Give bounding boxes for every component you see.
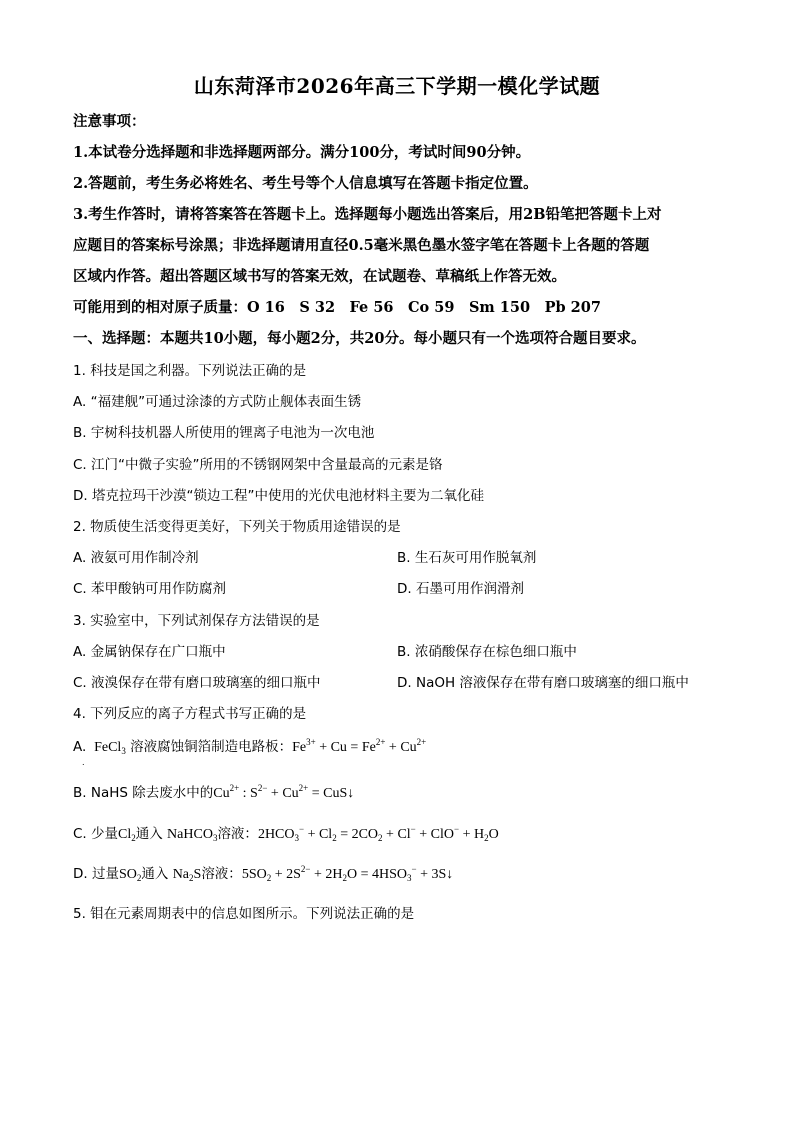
- q4-a-text: 溶液腐蚀铜箔制造电路板：: [130, 739, 293, 755]
- q4-option-c: [73, 822, 499, 843]
- notice-item-3-cont2: 区域内作答。超出答题区域书写的答案无效，在试题卷、草稿纸上作答无效。: [73, 268, 566, 285]
- q4-b-equation: $Cu^{2+}$ : $S^{2-} + Cu^{2+}$ = CuS↓: [213, 783, 355, 801]
- q4-d-text1: 通入: [141, 866, 169, 882]
- q4-d-equation: $5SO_2 + 2S^{2-} + 2H_2O = 4HSO_3^-$ + 3S↓: [241, 864, 454, 883]
- notice-item-3: 3.考生作答时，请将答案答在答题卡上。选择题每小题选出答案后，用2B铅笔把答题卡上对: [73, 206, 662, 223]
- q1-option-a: A. “福建舰”可通过涂漆的方式防止舰体表面生锈: [73, 394, 362, 410]
- q4-option-d: [73, 862, 453, 883]
- notice-item-3-cont: 应题目的答案标号涂黑；非选择题请用直径0.5毫米黑色墨水签字笔在答题卡上各题的答题: [73, 237, 650, 254]
- q3-option-b: B. 浓硝酸保存在棕色细口瓶中: [397, 644, 577, 660]
- q4-c-text1: 通入: [135, 826, 163, 842]
- q4-a-label: A.: [73, 739, 87, 755]
- q2-option-b: B. 生石灰可用作脱氧剂: [397, 550, 537, 566]
- q1-stem: 1. 科技是国之利器。下列说法正确的是: [73, 363, 307, 379]
- q4-c-text2: 溶液：: [217, 826, 258, 842]
- q1-option-d: D. 塔克拉玛干沙漠“锁边工程”中使用的光伏电池材料主要为二氧化硅: [73, 488, 484, 504]
- q4-option-b: [73, 781, 354, 802]
- q3-stem: 3. 实验室中，下列试剂保存方法错误的是: [73, 613, 320, 629]
- q5-stem: 5. 钼在元素周期表中的信息如图所示。下列说法正确的是: [73, 906, 415, 922]
- page-title: 山东菏泽市2026年高三下学期一模化学试题: [193, 74, 601, 98]
- notice-item-2: 2.答题前，考生务必将姓名、考生号等个人信息填写在答题卡指定位置。: [73, 175, 538, 192]
- q2-option-d: D. 石墨可用作润滑剂: [397, 581, 524, 597]
- q3-option-c: C. 液溴保存在带有磨口玻璃塞的细口瓶中: [73, 675, 321, 691]
- q4-a-equation: $Fe^{3+} + Cu = Fe^{2+} + Cu^{2+}$: [292, 737, 427, 755]
- q3-option-a: A. 金属钠保存在广口瓶中: [73, 644, 226, 660]
- atomic-masses: 可能用到的相对原子质量：O 16 S 32 Fe 56 Co 59 Sm 150 Pb 207: [73, 299, 601, 316]
- q2-option-c: C. 苯甲酸钠可用作防腐剂: [73, 581, 227, 597]
- q1-option-c: C. 江门“中微子实验”所用的不锈钢网架中含量最高的元素是铬: [73, 457, 443, 473]
- notice-heading: 注意事项：: [73, 113, 146, 130]
- q4-d-reagent1: $SO_2$: [118, 867, 142, 883]
- q4-a-reagent: FeCl$_3$: [90, 740, 126, 756]
- q4-d-reagent2: $Na_2S$: [172, 867, 202, 883]
- q2-option-a: A. 液氨可用作制冷剂: [73, 550, 199, 566]
- q4-c-equation: $2HCO_3^- + Cl_2 = 2CO_2 + Cl^- + ClO^- + H_2O$: [257, 824, 499, 843]
- q1-option-b: B. 宇树科技机器人所使用的锂离子电池为一次电池: [73, 425, 375, 441]
- q2-stem: 2. 物质使生活变得更美好，下列关于物质用途错误的是: [73, 519, 401, 535]
- section-heading: 一、选择题：本题共10小题，每小题2分，共20分。每小题只有一个选项符合题目要求。: [73, 330, 646, 347]
- q4-b-label: B. NaHS 除去废水中的: [73, 785, 214, 801]
- q4-c-reagent2: NaHCO$_3$: [167, 827, 218, 843]
- q4-d-label: D. 过量: [73, 866, 119, 882]
- q4-option-a: [73, 735, 426, 756]
- stray-dot: .: [82, 758, 85, 767]
- q4-stem: 4. 下列反应的离子方程式书写正确的是: [73, 706, 307, 722]
- notice-item-1: 1.本试卷分选择题和非选择题两部分。满分100分，考试时间90分钟。: [73, 144, 531, 161]
- q4-c-reagent1: $Cl_2$: [118, 827, 136, 843]
- q4-c-label: C. 少量: [73, 826, 119, 842]
- q4-d-text2: 溶液：: [201, 866, 242, 882]
- q3-option-d: D. NaOH 溶液保存在带有磨口玻璃塞的细口瓶中: [397, 675, 689, 691]
